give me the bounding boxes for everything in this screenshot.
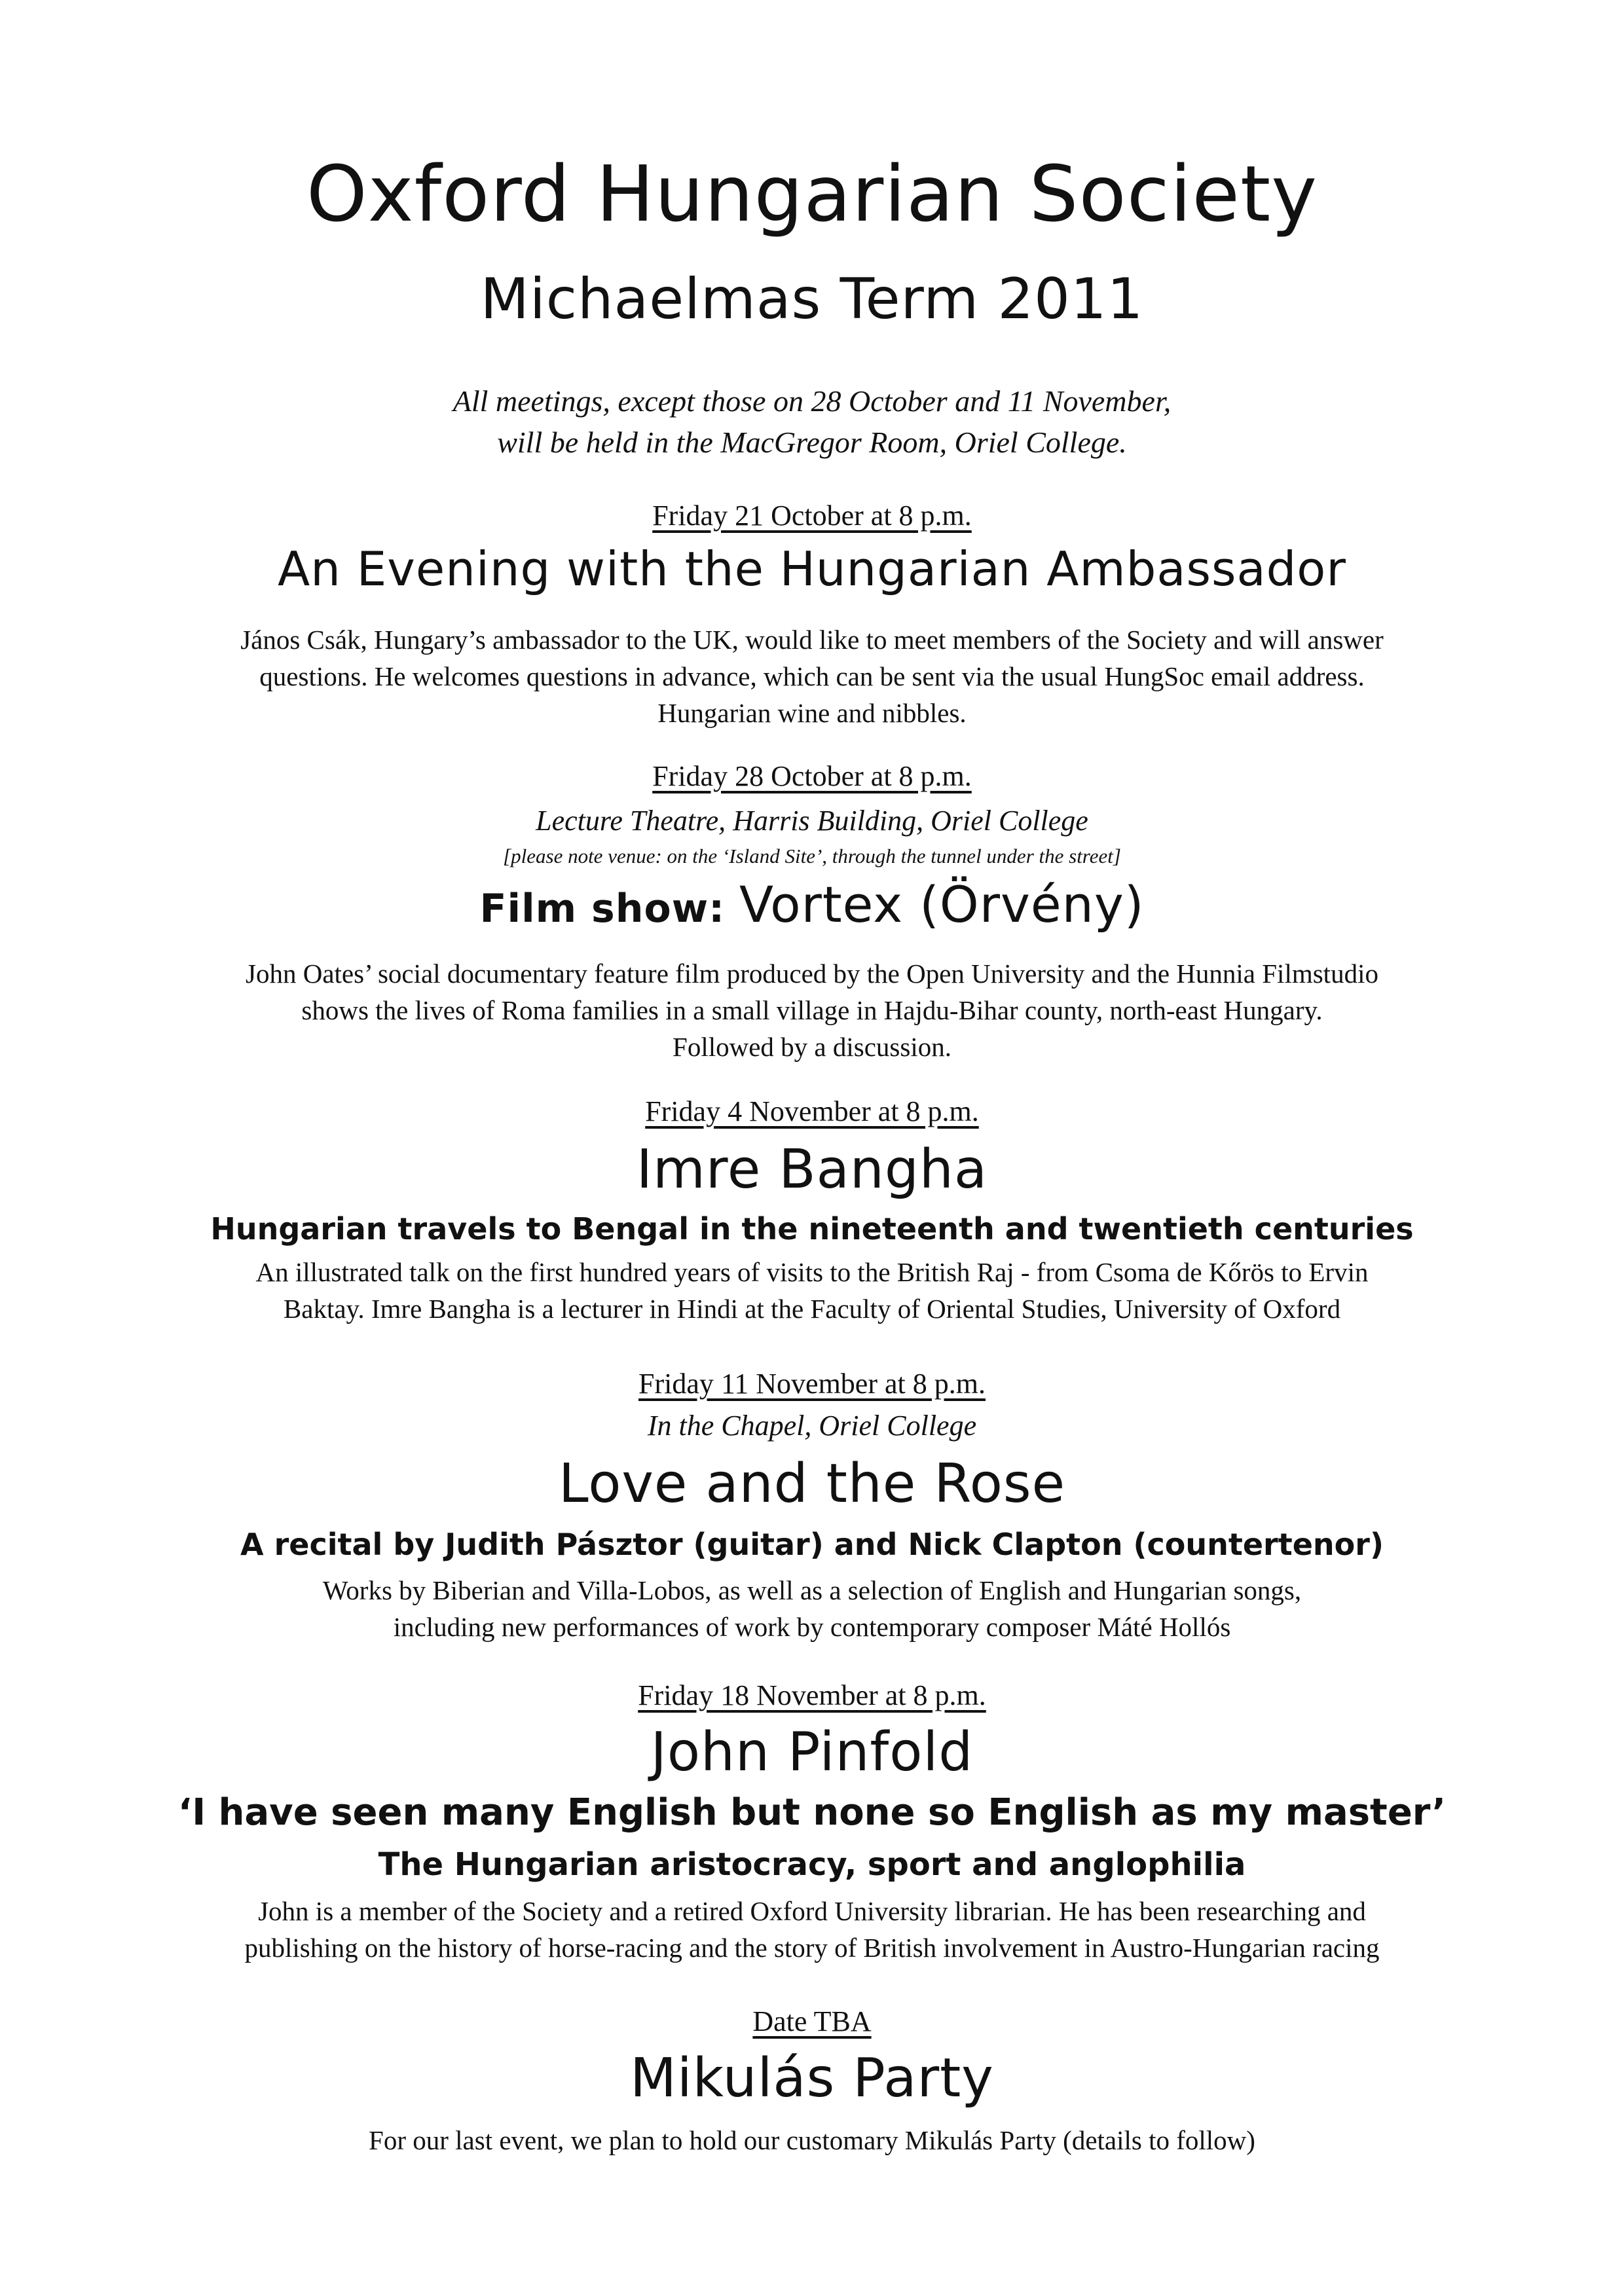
event-date: Friday 4 November at 8 p.m. <box>645 1095 979 1127</box>
description-line: For our last event, we plan to hold our customary Mikulás Party (details to follow) <box>369 2125 1255 2155</box>
event-date: Date TBA <box>752 2005 872 2037</box>
event-description <box>131 1254 1493 1328</box>
event-title: Imre Bangha <box>636 1139 988 1201</box>
description-line: Followed by a discussion. <box>673 1031 951 1062</box>
event-date: Friday 21 October at 8 p.m. <box>652 500 972 532</box>
event-title <box>131 877 1493 932</box>
event-title: Love and the Rose <box>558 1453 1066 1515</box>
description-line: Hungarian wine and nibbles. <box>657 697 967 728</box>
description-line: John is a member of the Society and a retired Oxford University librarian. He has been researching and <box>258 1896 1366 1926</box>
description-line: Baktay. Imre Bangha is a lecturer in Hindi at the Faculty of Oriental Studies, University of Oxford <box>283 1293 1341 1324</box>
event-subtitle: ‘I have seen many English but none so English as my master’ <box>177 1791 1447 1834</box>
event-subtitle: A recital by Judith Pásztor (guitar) and Nick Clapton (countertenor) <box>240 1527 1384 1562</box>
description-line: publishing on the history of horse-racing and the story of British involvement in Austro-Hungarian racing <box>244 1932 1380 1963</box>
description-line: Works by Biberian and Villa-Lobos, as well as a selection of English and Hungarian songs, <box>322 1575 1302 1605</box>
description-line: An illustrated talk on the first hundred years of visits to the British Raj - from Csoma de Kőrös to Ervin <box>255 1257 1369 1287</box>
description-line: John Oates’ social documentary feature film produced by the Open University and the Hunnia Filmstudio <box>246 958 1378 989</box>
description-line: questions. He welcomes questions in advance, which can be sent via the usual HungSoc email address. <box>259 661 1365 691</box>
event-venue: In the Chapel, Oriel College <box>647 1410 977 1442</box>
term-heading: Michaelmas Term 2011 <box>480 266 1144 332</box>
description-line: including new performances of work by contemporary composer Máté Hollós <box>393 1611 1231 1642</box>
event-title: An Evening with the Hungarian Ambassador <box>278 541 1346 596</box>
event-description <box>131 2123 1493 2159</box>
event-subtitle-secondary: The Hungarian aristocracy, sport and anglophilia <box>378 1846 1246 1883</box>
description-line: shows the lives of Roma families in a small village in Hajdu-Bihar county, north-east Hungary. <box>301 994 1323 1025</box>
event-subtitle: Hungarian travels to Bengal in the nineteenth and twentieth centuries <box>210 1211 1414 1247</box>
event-description <box>131 1893 1493 1967</box>
event-date: Friday 11 November at 8 p.m. <box>638 1368 986 1400</box>
event-description <box>131 956 1493 1065</box>
event-description <box>131 1573 1493 1646</box>
event-description <box>131 622 1493 731</box>
event-venue: Lecture Theatre, Harris Building, Oriel College <box>536 805 1088 837</box>
event-title-main: Vortex (Örvény) <box>739 875 1145 934</box>
venue-note-line: will be held in the MacGregor Room, Oriel College. <box>497 425 1127 459</box>
description-line: János Csák, Hungary’s ambassador to the UK, would like to meet members of the Society and will answer <box>240 625 1384 655</box>
venue-note <box>131 381 1493 463</box>
page-title: Oxford Hungarian Society <box>306 149 1318 239</box>
event-date: Friday 18 November at 8 p.m. <box>638 1679 986 1711</box>
event-title-prefix: Film show: <box>479 886 740 932</box>
event-title: Mikulás Party <box>630 2047 994 2109</box>
event-venue-note: [please note venue: on the ‘Island Site’, through the tunnel under the street] <box>503 845 1121 867</box>
event-title: John Pinfold <box>650 1721 974 1783</box>
venue-note-line: All meetings, except those on 28 October and 11 November, <box>452 384 1172 418</box>
event-date: Friday 28 October at 8 p.m. <box>652 760 972 792</box>
